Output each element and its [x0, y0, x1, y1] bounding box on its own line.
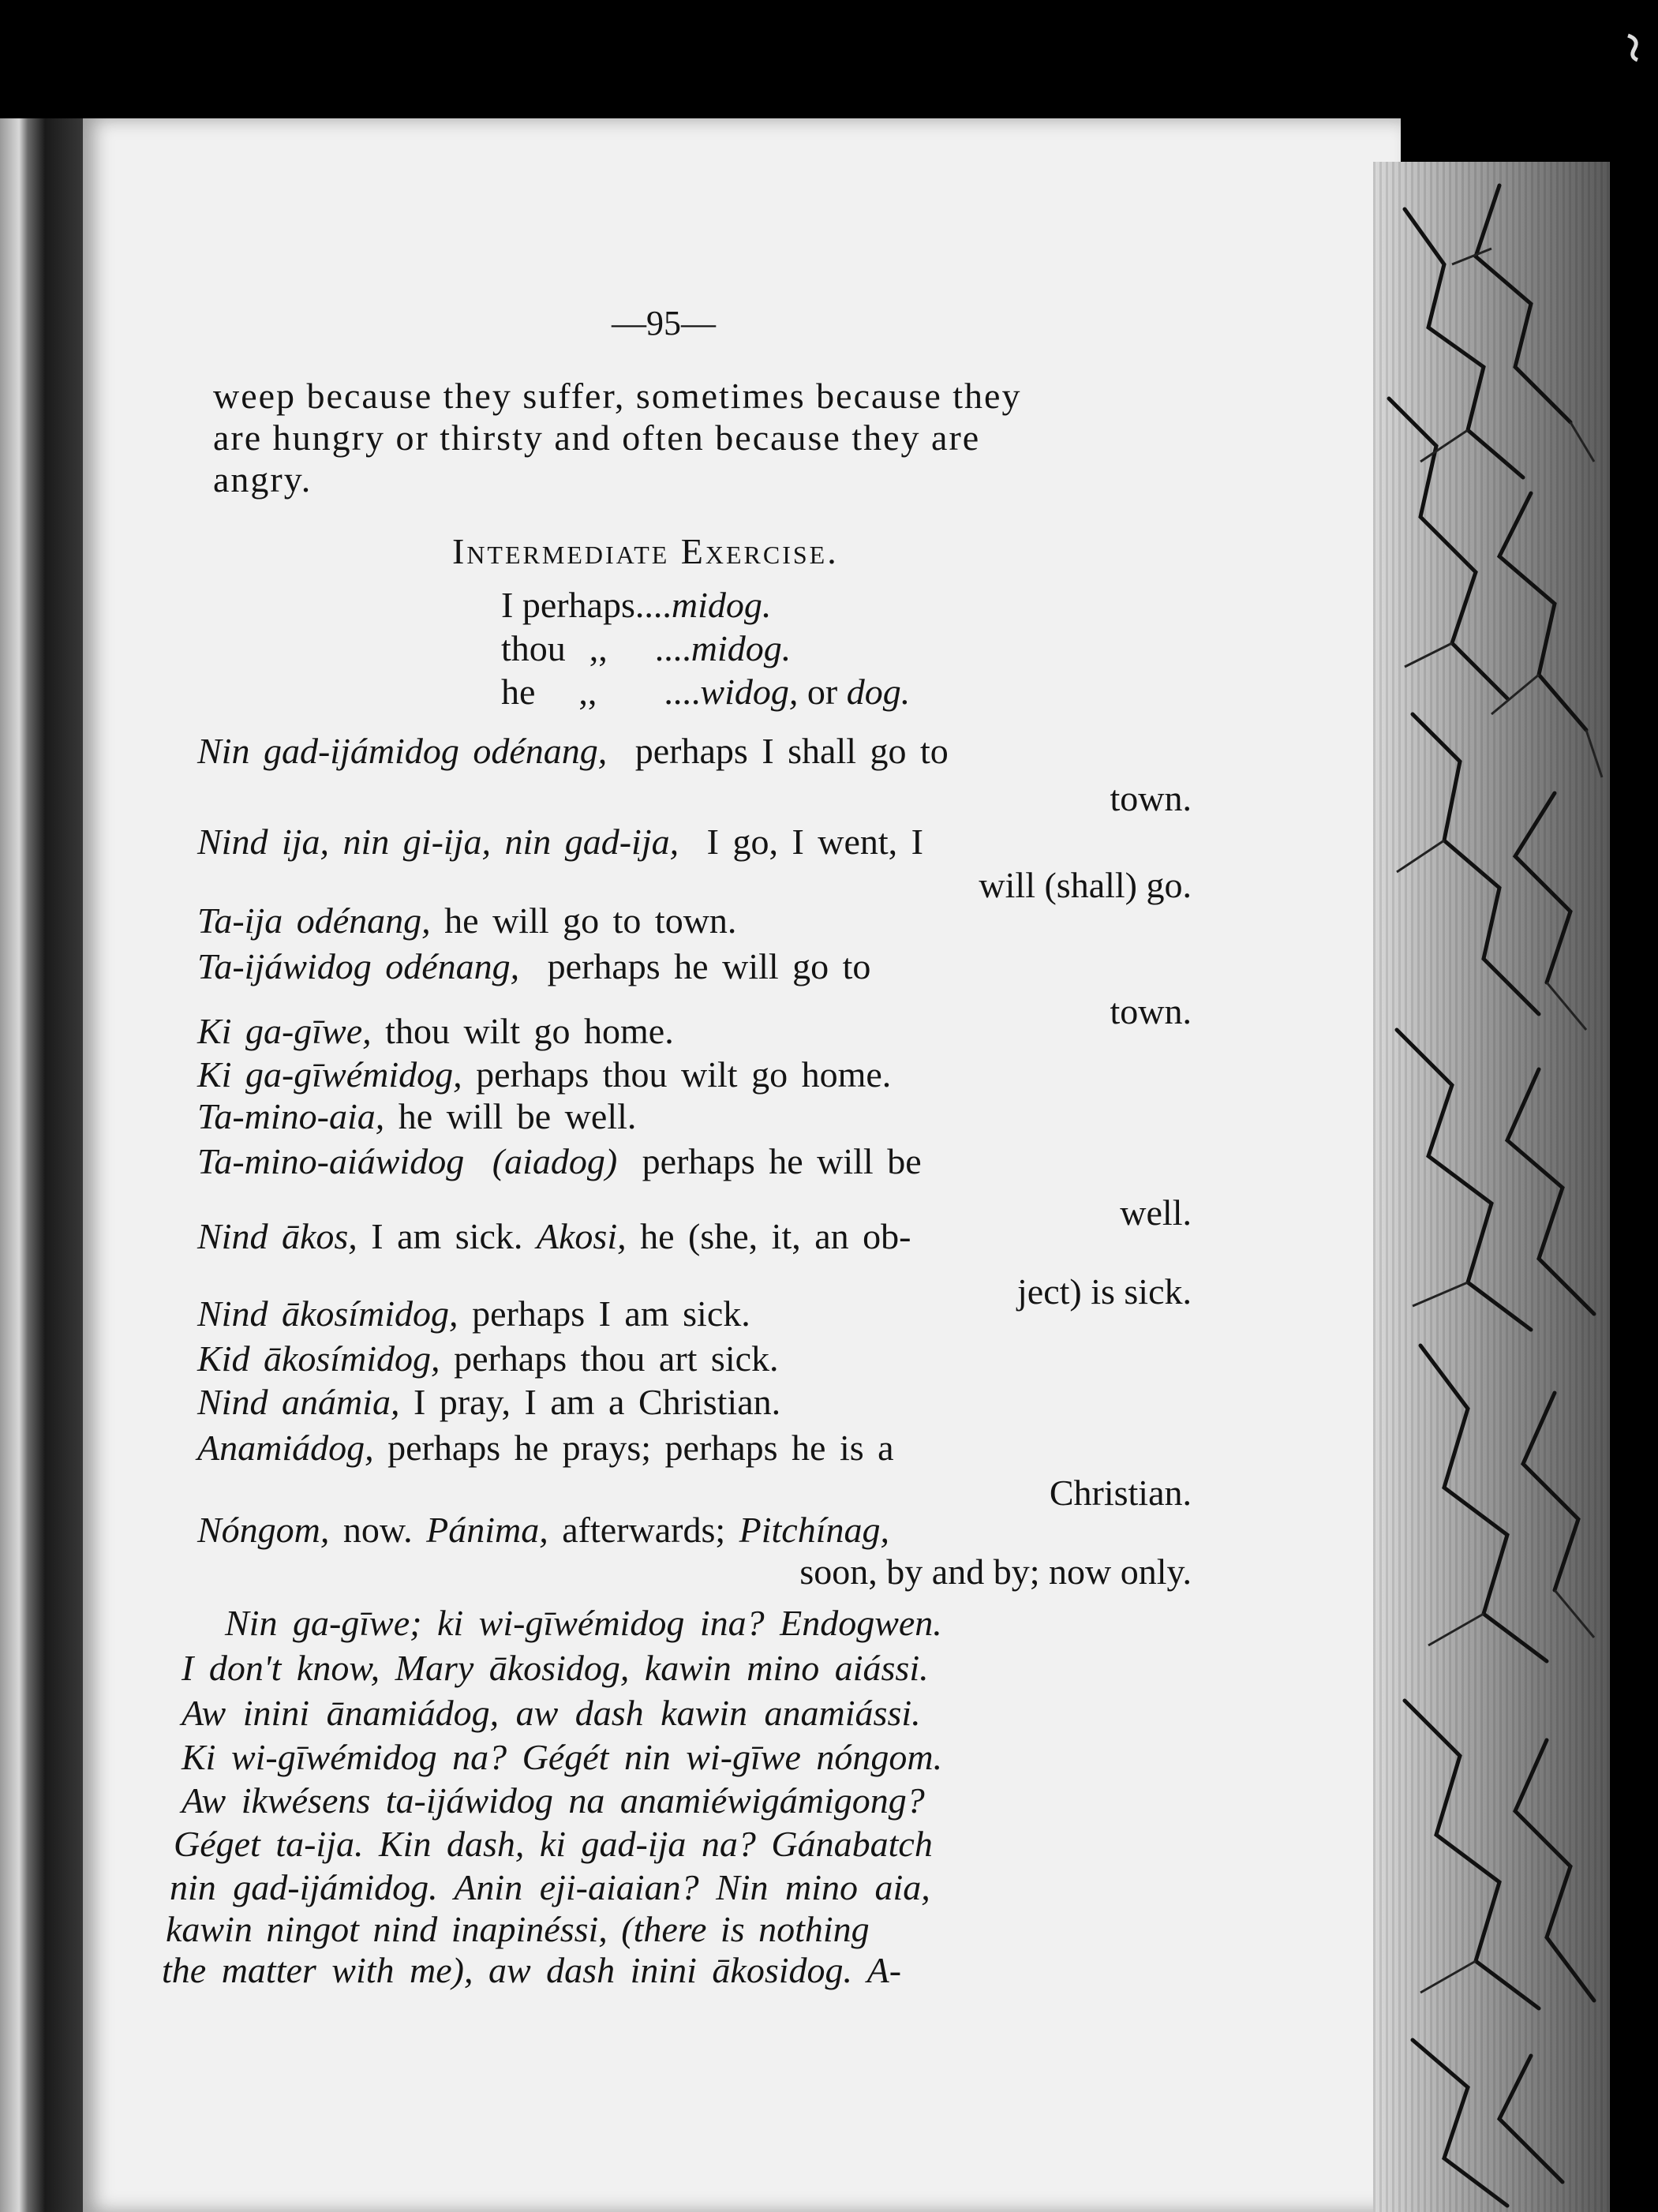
- leader-dots: ....: [654, 628, 691, 668]
- reading-line: I don't know, Mary ākosidog, kawin mino aiássi.: [182, 1648, 929, 1688]
- ojibwe-phrase: Nin gad-ijámidog odénang,: [197, 731, 608, 771]
- english-gloss: afterwards;: [562, 1510, 726, 1550]
- table-row: [501, 627, 791, 670]
- reading-line: Ki wi-gīwémidog na? Gégét nin wi-gīwe nóngom.: [182, 1737, 943, 1777]
- entry: [197, 730, 949, 773]
- entry: [197, 1293, 750, 1335]
- ojibwe-phrase: Anamiádog,: [197, 1428, 374, 1468]
- english-gloss: I go, I went, I: [706, 822, 923, 862]
- leader-dots: ....: [634, 585, 672, 625]
- entry: [197, 1427, 894, 1469]
- entry: [197, 1215, 911, 1258]
- intro-line-1: weep because they suffer, sometimes because they: [213, 376, 1022, 416]
- entry-continuation: ject) is sick.: [1017, 1271, 1192, 1312]
- ojibwe-phrase: Pánima,: [426, 1510, 548, 1550]
- page-number: —95—: [612, 304, 716, 342]
- entry: [197, 821, 923, 863]
- entry: [197, 1381, 780, 1424]
- english-gloss: perhaps he will be: [642, 1141, 922, 1181]
- entry-continuation: Christian.: [1049, 1473, 1192, 1513]
- ojibwe-phrase: Nind ākos,: [197, 1216, 357, 1256]
- alt-form: (aiadog): [492, 1141, 618, 1181]
- entry: [197, 1054, 891, 1096]
- english-gloss: he will be well.: [398, 1096, 637, 1136]
- english-gloss: he (she, it, an ob-: [640, 1216, 911, 1256]
- ojibwe-phrase: Nind anámia,: [197, 1382, 400, 1422]
- ojibwe-phrase: Nóngom,: [197, 1510, 330, 1550]
- english-gloss: perhaps thou wilt go home.: [476, 1054, 892, 1095]
- suffix-form: midog.: [671, 585, 772, 625]
- english-gloss: perhaps I shall go to: [634, 731, 949, 771]
- entry-continuation: town.: [1110, 991, 1192, 1031]
- reading-line: Géget ta-ija. Kin dash, ki gad-ija na? Gánabatch: [174, 1824, 933, 1864]
- reading-line: nin gad-ijámidog. Anin eji-aiaian? Nin mino aia,: [170, 1867, 930, 1907]
- suffix-form: widog,: [700, 672, 799, 712]
- entry: [197, 1338, 779, 1380]
- reading-line: the matter with me), aw dash inini ākosidog. A-: [162, 1950, 902, 1990]
- entry: [197, 1509, 889, 1551]
- section-heading: Intermediate Exercise.: [452, 531, 839, 571]
- entry-continuation: well.: [1120, 1192, 1192, 1233]
- intro-line-2: are hungry or thirsty and often because they are: [213, 417, 981, 458]
- leader-dots: ....: [664, 672, 701, 712]
- entry: [197, 1095, 636, 1138]
- ojibwe-phrase: Pitchínag,: [739, 1510, 889, 1550]
- ojibwe-phrase: Akosi,: [536, 1216, 627, 1256]
- english-gloss: perhaps I am sick.: [472, 1293, 750, 1334]
- ditto-mark: ,,: [589, 628, 608, 668]
- entry: [197, 1010, 674, 1053]
- reading-line: Aw inini ānamiádog, aw dash kawin anamiássi.: [182, 1693, 921, 1733]
- or-word: or: [807, 672, 838, 712]
- entry: [197, 900, 736, 942]
- page-edge-damage: [1373, 162, 1610, 2212]
- corner-mark: [1620, 32, 1644, 63]
- crack-pattern: [1373, 162, 1610, 2212]
- pronoun: he: [501, 672, 536, 712]
- entry: [197, 1140, 922, 1183]
- table-row: [501, 584, 771, 627]
- ojibwe-phrase: Nind ija, nin gi-ija, nin gad-ija,: [197, 822, 679, 862]
- intro-line-3: angry.: [213, 459, 313, 500]
- ojibwe-phrase: Ta-mino-aiáwidog: [197, 1141, 465, 1181]
- english-gloss: I am sick.: [371, 1216, 523, 1256]
- table-row: [501, 671, 910, 713]
- book-binding-edge: [0, 118, 87, 2212]
- english-gloss: perhaps thou art sick.: [454, 1338, 779, 1379]
- reading-line: kawin ningot nind inapinéssi, (there is nothing: [166, 1909, 870, 1949]
- pronoun: I perhaps: [501, 585, 635, 625]
- english-gloss: I pray, I am a Christian.: [413, 1382, 781, 1422]
- entry-continuation: soon, by and by; now only.: [799, 1551, 1192, 1592]
- entry: [197, 945, 870, 988]
- ojibwe-phrase: Ta-ija odénang,: [197, 900, 431, 941]
- reading-line: Nin ga-gīwe; ki wi-gīwémidog ina? Endogwen.: [225, 1603, 942, 1643]
- ditto-mark: ,,: [578, 672, 597, 712]
- english-gloss: perhaps he prays; perhaps he is a: [387, 1428, 894, 1468]
- english-gloss: perhaps he will go to: [547, 946, 871, 986]
- entry-continuation: town.: [1110, 778, 1192, 818]
- pronoun: thou: [501, 628, 566, 668]
- ojibwe-phrase: Nind ākosímidog,: [197, 1293, 458, 1334]
- suffix-form: midog.: [691, 628, 792, 668]
- english-gloss: he will go to town.: [444, 900, 737, 941]
- entry-continuation: will (shall) go.: [979, 865, 1192, 905]
- english-gloss: now.: [342, 1510, 413, 1550]
- ojibwe-phrase: Ta-mino-aia,: [197, 1096, 385, 1136]
- ojibwe-phrase: Kid ākosímidog,: [197, 1338, 440, 1379]
- ojibwe-phrase: Ki ga-gīwémidog,: [197, 1054, 462, 1095]
- reading-line: Aw ikwésens ta-ijáwidog na anamiéwigámigong?: [182, 1780, 925, 1821]
- ojibwe-phrase: Ki ga-gīwe,: [197, 1011, 372, 1051]
- english-gloss: thou wilt go home.: [385, 1011, 674, 1051]
- ojibwe-phrase: Ta-ijáwidog odénang,: [197, 946, 520, 986]
- alt-suffix: dog.: [846, 672, 911, 712]
